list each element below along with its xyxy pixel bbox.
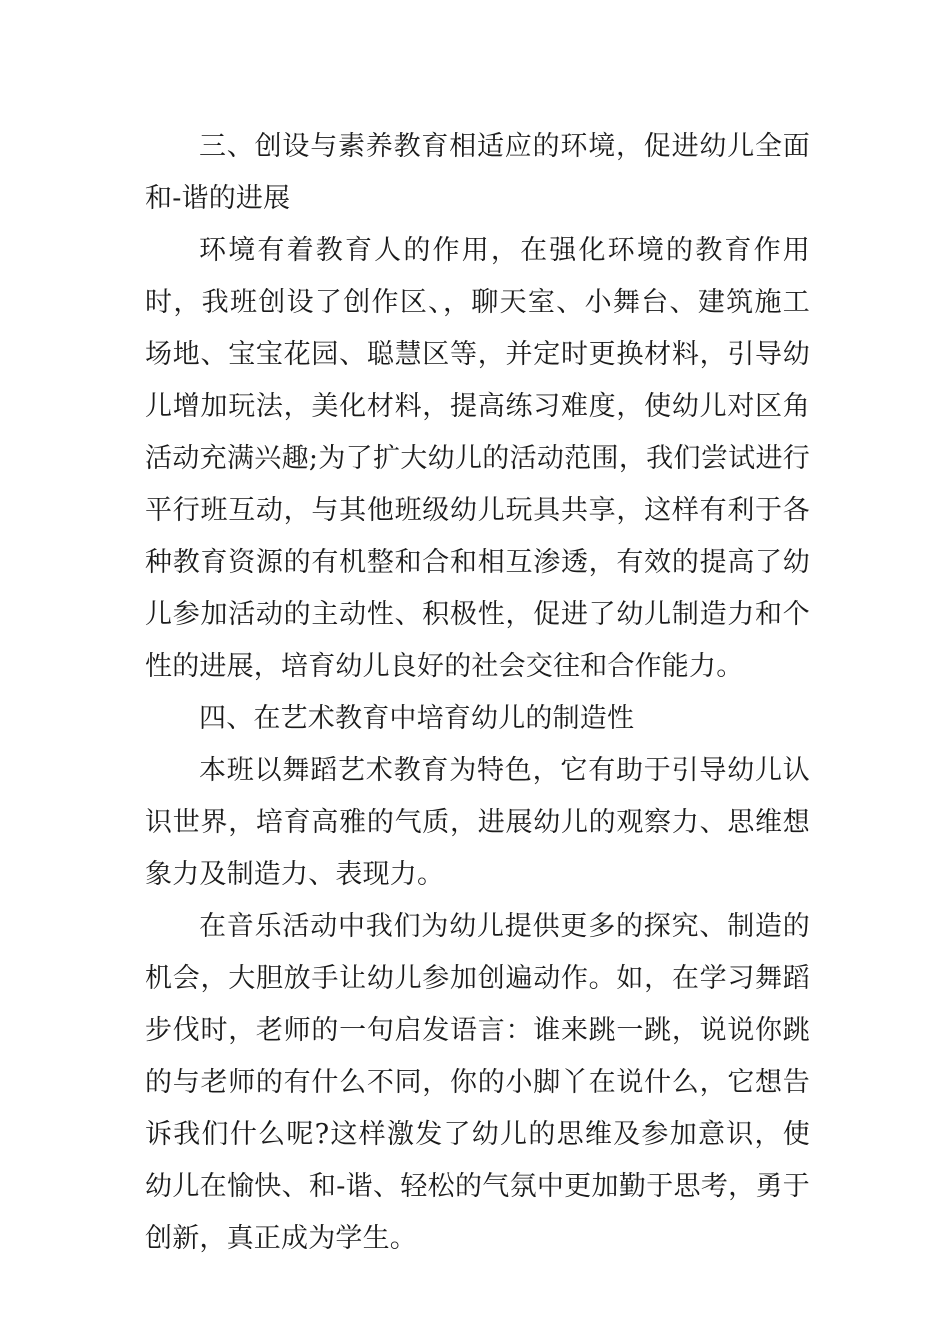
- section-heading-three: 三、创设与素养教育相适应的环境，促进幼儿全面和-谐的进展: [145, 131, 810, 214]
- section-heading-four: 四、在艺术教育中培育幼儿的制造性: [199, 703, 635, 734]
- document-body: [145, 121, 810, 1265]
- paragraph-dance-education: 本班以舞蹈艺术教育为特色，它有助于引导幼儿认识世界，培育高雅的气质，进展幼儿的观察力、思维想象力及制造力、表现力。: [145, 755, 810, 890]
- paragraph-music-activity: 在音乐活动中我们为幼儿提供更多的探究、制造的机会，大胆放手让幼儿参加创遍动作。如，在学习舞蹈步伐时，老师的一句启发语言：谁来跳一跳，说说你跳的与老师的有什么不同，你的小脚丫在说什么，它想告诉我们什么呢?这样激发了幼儿的思维及参加意识，使幼儿在愉快、和-谐、轻松的气氛中更加勤于思考，勇于创新，真正成为学生。: [145, 911, 810, 1254]
- paragraph-environment: 环境有着教育人的作用，在强化环境的教育作用时，我班创设了创作区、，聊天室、小舞台、建筑施工场地、宝宝花园、聪慧区等，并定时更换材料，引导幼儿增加玩法，美化材料，提高练习难度，使幼儿对区角活动充满兴趣;为了扩大幼儿的活动范围，我们尝试进行平行班互动，与其他班级幼儿玩具共享，这样有利于各种教育资源的有机整和合和相互渗透，有效的提高了幼儿参加活动的主动性、积极性，促进了幼儿制造力和个性的进展，培育幼儿良好的社会交往和合作能力。: [145, 235, 810, 682]
